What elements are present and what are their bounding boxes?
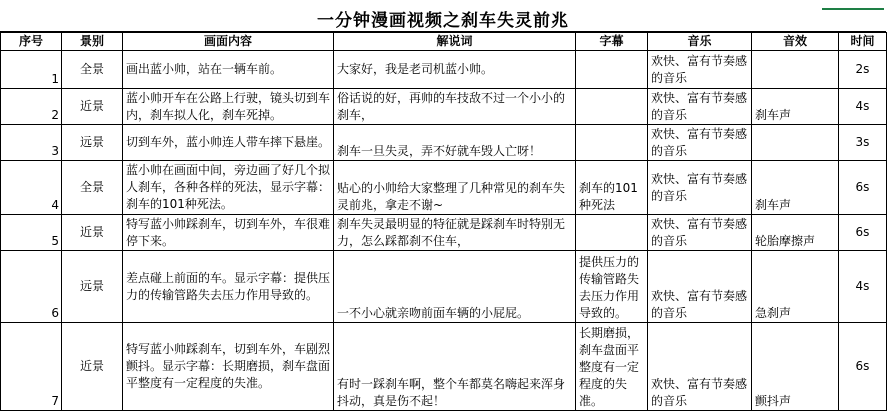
cell-scene[interactable]: 远景 [62,125,123,161]
header-cell[interactable]: 音效 [752,33,839,51]
cell-music[interactable]: 欢快、富有节奏感的音乐 [648,125,752,161]
header-cell[interactable]: 景别 [62,33,123,51]
cell-time[interactable]: 4s [839,89,887,125]
sheet-title: 一分钟漫画视频之刹车失灵前兆 [317,11,569,31]
cell-scene[interactable]: 全景 [62,161,123,215]
storyboard-table [0,32,887,411]
cell-music[interactable]: 欢快、富有节奏感的音乐 [648,251,752,323]
cell-no[interactable]: 2 [1,89,62,125]
cell-no[interactable]: 7 [1,323,62,411]
cell-scene[interactable]: 近景 [62,89,123,125]
cell-subtitle[interactable] [576,215,648,251]
cell-selection-marker [822,8,884,10]
cell-narration[interactable]: 一不小心就亲吻前面车辆的小屁屁。 [334,251,576,323]
cell-subtitle[interactable]: 提供压力的传输管路失去压力作用导致的。 [576,251,648,323]
cell-time[interactable]: 6s [839,323,887,411]
cell-subtitle[interactable]: 刹车的101种死法 [576,161,648,215]
cell-content[interactable]: 特写蓝小帅踩刹车，切到车外，车很难停下来。 [123,215,334,251]
cell-no[interactable]: 6 [1,251,62,323]
header-cell[interactable]: 时间 [839,33,887,51]
cell-content[interactable]: 画出蓝小帅，站在一辆车前。 [123,51,334,89]
cell-music[interactable]: 欢快、富有节奏感的音乐 [648,161,752,215]
header-cell[interactable]: 序号 [1,33,62,51]
cell-scene[interactable]: 全景 [62,51,123,89]
cell-subtitle[interactable] [576,125,648,161]
cell-scene[interactable]: 远景 [62,251,123,323]
cell-subtitle[interactable]: 长期磨损，刹车盘面平整度有一定程度的失准。 [576,323,648,411]
cell-no[interactable]: 4 [1,161,62,215]
cell-subtitle[interactable] [576,89,648,125]
cell-subtitle[interactable] [576,51,648,89]
cell-sfx[interactable]: 刹车声 [752,89,839,125]
table-row [1,161,887,215]
cell-time[interactable]: 2s [839,51,887,89]
cell-music[interactable]: 欢快、富有节奏感的音乐 [648,215,752,251]
header-row [1,33,887,51]
cell-scene[interactable]: 近景 [62,323,123,411]
table-row [1,251,887,323]
cell-sfx[interactable]: 轮胎摩擦声 [752,215,839,251]
title-row [0,0,886,32]
cell-sfx[interactable]: 颤抖声 [752,323,839,411]
cell-narration[interactable]: 大家好，我是老司机蓝小帅。 [334,51,576,89]
table-row [1,323,887,411]
table-row [1,125,887,161]
cell-no[interactable]: 3 [1,125,62,161]
header-cell[interactable]: 画面内容 [123,33,334,51]
cell-sfx[interactable] [752,125,839,161]
cell-narration[interactable]: 刹车失灵最明显的特征就是踩刹车时特别无力，怎么踩都刹不住车， [334,215,576,251]
cell-time[interactable]: 6s [839,161,887,215]
cell-music[interactable]: 欢快、富有节奏感的音乐 [648,323,752,411]
cell-no[interactable]: 1 [1,51,62,89]
cell-narration[interactable]: 贴心的小帅给大家整理了几种常见的刹车失灵前兆，拿走不谢~ [334,161,576,215]
cell-music[interactable]: 欢快、富有节奏感的音乐 [648,89,752,125]
cell-narration[interactable]: 刹车一旦失灵，弄不好就车毁人亡呀！ [334,125,576,161]
cell-time[interactable]: 6s [839,215,887,251]
table-row [1,215,887,251]
cell-content[interactable]: 蓝小帅在画面中间，旁边画了好几个拟人刹车，各种各样的死法，显示字幕：刹车的101种死法。 [123,161,334,215]
table-row [1,89,887,125]
cell-time[interactable]: 3s [839,125,887,161]
header-cell[interactable]: 解说词 [334,33,576,51]
header-cell[interactable]: 字幕 [576,33,648,51]
cell-time[interactable]: 4s [839,251,887,323]
cell-no[interactable]: 5 [1,215,62,251]
cell-content[interactable]: 蓝小帅开车在公路上行驶，镜头切到车内，刹车拟人化，刹车死掉。 [123,89,334,125]
cell-music[interactable]: 欢快、富有节奏感的音乐 [648,51,752,89]
cell-content[interactable]: 特写蓝小帅踩刹车，切到车外，车剧烈颤抖。显示字幕：长期磨损，刹车盘面平整度有一定程度的失准。 [123,323,334,411]
cell-narration[interactable]: 有时一踩刹车啊，整个车都莫名嗨起来浑身抖动，真是伤不起！ [334,323,576,411]
cell-sfx[interactable]: 急刹声 [752,251,839,323]
header-cell[interactable]: 音乐 [648,33,752,51]
cell-content[interactable]: 差点碰上前面的车。显示字幕：提供压力的传输管路失去压力作用导致的。 [123,251,334,323]
cell-narration[interactable]: 俗话说的好，再帅的车技敌不过一个小小的刹车， [334,89,576,125]
cell-scene[interactable]: 近景 [62,215,123,251]
cell-content[interactable]: 切到车外，蓝小帅连人带车摔下悬崖。 [123,125,334,161]
table-row [1,51,887,89]
cell-sfx[interactable]: 刹车声 [752,161,839,215]
cell-sfx[interactable] [752,51,839,89]
